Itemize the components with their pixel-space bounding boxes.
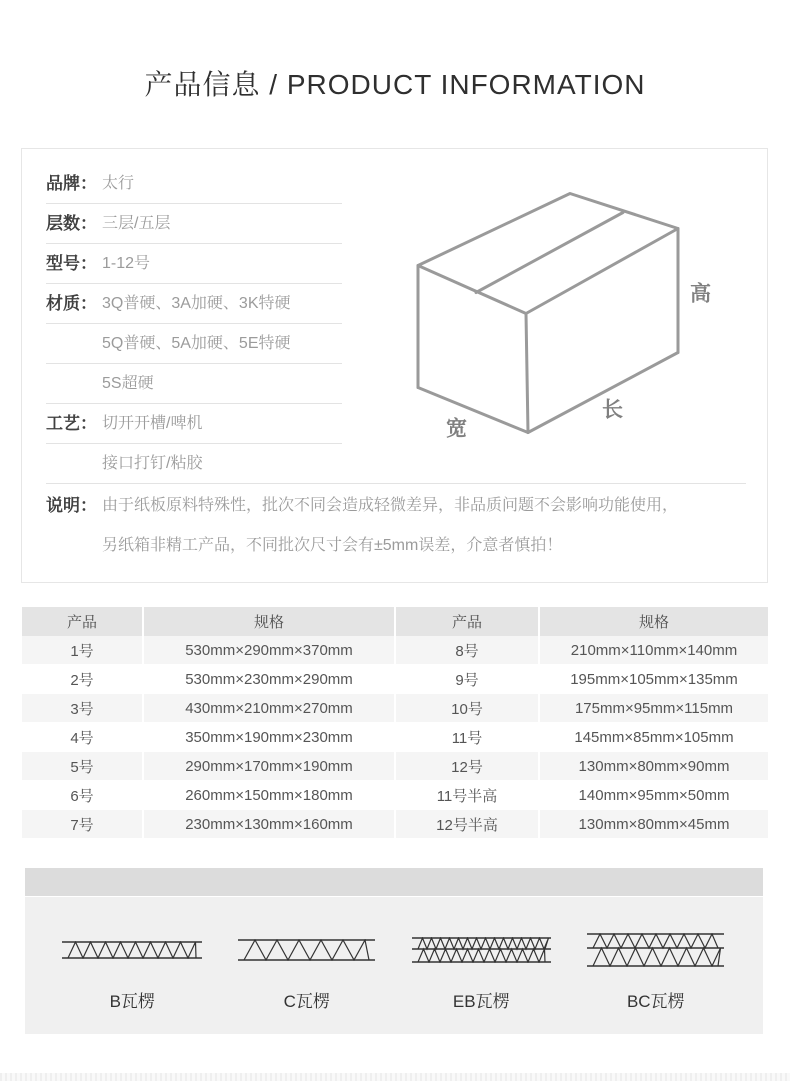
spec-note-label: 说明： bbox=[46, 496, 97, 515]
table-product-cell: 12号半高 bbox=[396, 810, 538, 838]
spec-label: 型号： bbox=[46, 254, 97, 273]
box-height-label: 高 bbox=[690, 282, 711, 306]
table-spec-cell: 210mm×110mm×140mm bbox=[540, 636, 768, 664]
table-product-cell: 2号 bbox=[22, 665, 142, 693]
table-product-cell: 1号 bbox=[22, 636, 142, 664]
box-length-label: 长 bbox=[602, 398, 623, 422]
spec-note-text bbox=[102, 486, 746, 566]
table-product-cell: 10号 bbox=[396, 694, 538, 722]
table-spec-cell: 530mm×290mm×370mm bbox=[144, 636, 394, 664]
size-spec-table bbox=[22, 607, 768, 838]
spec-row bbox=[46, 324, 342, 364]
table-spec-cell: 290mm×170mm×190mm bbox=[144, 752, 394, 780]
table-product-cell: 5号 bbox=[22, 752, 142, 780]
table-spec-cell: 530mm×230mm×290mm bbox=[144, 665, 394, 693]
box-width-label: 宽 bbox=[446, 417, 467, 441]
spec-value: 5Q普硬、5A加硬、5E特硬 bbox=[102, 335, 291, 352]
flute-label: BC瓦楞 bbox=[626, 992, 685, 1011]
spec-row bbox=[46, 284, 342, 324]
table-spec-cell: 260mm×150mm×180mm bbox=[144, 781, 394, 809]
spec-row bbox=[46, 444, 746, 484]
spec-label bbox=[46, 444, 102, 483]
spec-note-row bbox=[46, 486, 746, 566]
flute-item-b bbox=[52, 927, 212, 1012]
table-spec-cell: 430mm×210mm×270mm bbox=[144, 694, 394, 722]
table-spec-cell: 130mm×80mm×45mm bbox=[540, 810, 768, 838]
spec-row bbox=[46, 204, 342, 244]
table-product-cell: 7号 bbox=[22, 810, 142, 838]
flute-item-eb bbox=[401, 927, 561, 1012]
table-spec-cell: 195mm×105mm×135mm bbox=[540, 665, 768, 693]
spec-label bbox=[46, 324, 102, 363]
flute-item-c bbox=[227, 927, 387, 1012]
spec-label bbox=[46, 364, 102, 403]
table-product-cell: 4号 bbox=[22, 723, 142, 751]
spec-value: 切开开槽/啤机 bbox=[102, 415, 203, 432]
c-flute-icon bbox=[238, 939, 375, 961]
table-header-cell: 规格 bbox=[540, 607, 768, 636]
table-spec-cell: 140mm×95mm×50mm bbox=[540, 781, 768, 809]
spec-note-line: 另纸箱非精工产品，不同批次尺寸会有±5mm误差，介意者慎拍！ bbox=[102, 537, 563, 554]
flute-type-panel bbox=[25, 897, 763, 1034]
spec-row bbox=[46, 404, 342, 444]
table-spec-cell: 230mm×130mm×160mm bbox=[144, 810, 394, 838]
spec-value: 太行 bbox=[102, 175, 135, 192]
carton-box-diagram bbox=[394, 169, 769, 447]
table-product-cell: 3号 bbox=[22, 694, 142, 722]
table-product-cell: 11号半高 bbox=[396, 781, 538, 809]
flute-label: C瓦楞 bbox=[283, 992, 330, 1011]
bottom-texture-strip bbox=[0, 1073, 790, 1081]
spec-value: 5S超硬 bbox=[102, 375, 154, 392]
flute-item-bc bbox=[576, 927, 736, 1012]
table-product-cell: 12号 bbox=[396, 752, 538, 780]
spec-row bbox=[46, 364, 342, 404]
table-spec-cell: 350mm×190mm×230mm bbox=[144, 723, 394, 751]
spec-label: 工艺： bbox=[46, 414, 97, 433]
b-flute-icon bbox=[62, 941, 202, 959]
table-product-cell: 11号 bbox=[396, 723, 538, 751]
table-spec-cell: 130mm×80mm×90mm bbox=[540, 752, 768, 780]
flute-section-divider bbox=[25, 868, 763, 896]
spec-value: 接口打钉/粘胶 bbox=[102, 455, 203, 472]
spec-label: 材质： bbox=[46, 294, 97, 313]
spec-label: 品牌： bbox=[46, 174, 97, 193]
spec-value: 三层/五层 bbox=[102, 215, 171, 232]
flute-label: B瓦楞 bbox=[109, 992, 155, 1011]
eb-flute-icon bbox=[412, 937, 551, 963]
table-product-cell: 6号 bbox=[22, 781, 142, 809]
spec-note-line: 由于纸板原料特殊性，批次不同会造成轻微差异，非品质问题不会影响功能使用， bbox=[102, 497, 679, 514]
spec-row bbox=[46, 244, 342, 284]
table-header-cell: 产品 bbox=[22, 607, 142, 636]
spec-label: 层数： bbox=[46, 214, 97, 233]
spec-value: 1-12号 bbox=[102, 255, 151, 272]
box-wireframe bbox=[418, 194, 678, 433]
spec-row bbox=[46, 164, 342, 204]
table-product-cell: 9号 bbox=[396, 665, 538, 693]
flute-label: EB瓦楞 bbox=[452, 992, 510, 1011]
table-header-cell: 规格 bbox=[144, 607, 394, 636]
table-product-cell: 8号 bbox=[396, 636, 538, 664]
table-spec-cell: 145mm×85mm×105mm bbox=[540, 723, 768, 751]
table-spec-cell: 175mm×95mm×115mm bbox=[540, 694, 768, 722]
bc-flute-icon bbox=[587, 933, 724, 967]
table-header-cell: 产品 bbox=[396, 607, 538, 636]
spec-value: 3Q普硬、3A加硬、3K特硬 bbox=[102, 295, 291, 312]
page-title: 产品信息 / PRODUCT INFORMATION bbox=[144, 69, 646, 100]
product-spec-panel bbox=[21, 148, 768, 583]
